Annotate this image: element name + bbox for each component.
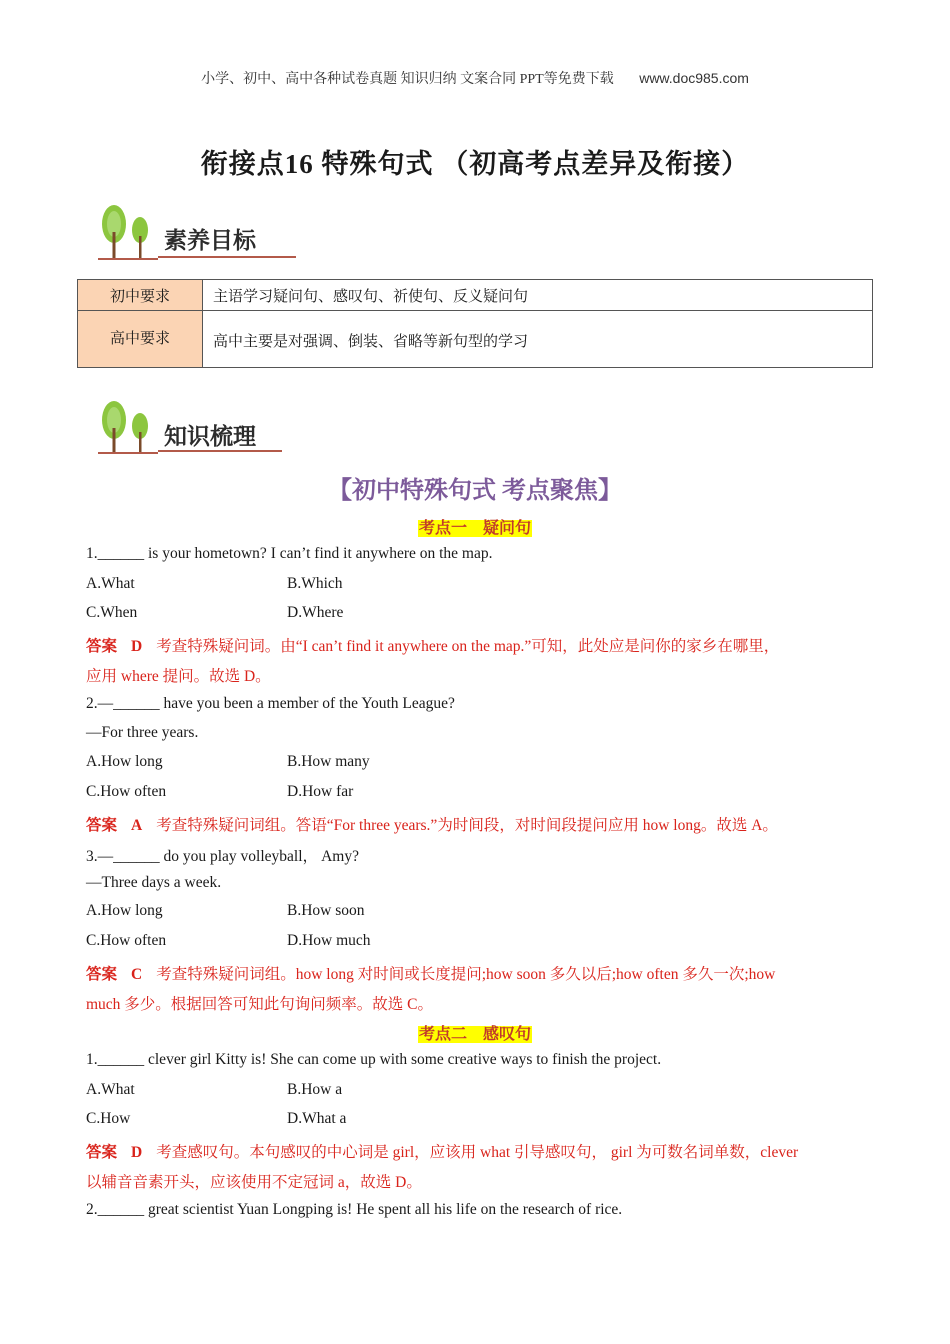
option-d: D.How much bbox=[287, 932, 371, 949]
answer-letter: D bbox=[131, 638, 143, 655]
option-a: A.How long bbox=[86, 902, 163, 919]
tree-icon bbox=[96, 202, 160, 264]
section-label-knowledge: 知识梳理 bbox=[164, 424, 256, 450]
header-site-link[interactable]: www.doc985.com bbox=[639, 70, 749, 86]
table-value-cell: 主语学习疑问句、感叹句、祈使句、反义疑问句 bbox=[203, 280, 873, 311]
question-stem: 1.______ clever girl Kitty is! She can come up with some creative ways to finish the project. bbox=[86, 1051, 662, 1068]
requirements-table bbox=[77, 279, 873, 368]
question-stem: 1.______ is your hometown? I can’t find it anywhere on the map. bbox=[86, 545, 493, 562]
answer-letter: D bbox=[131, 1144, 143, 1161]
option-c: C.When bbox=[86, 604, 138, 621]
section-underline bbox=[158, 256, 296, 258]
key-point-heading: 考点一 疑问句 bbox=[418, 520, 531, 537]
answer-explanation: much 多少。根据回答可知此句询问频率。故选 C。 bbox=[86, 996, 434, 1013]
question-reply: —Three days a week. bbox=[86, 874, 222, 891]
answer-explanation: 考查特殊疑问词。由“I can’t find it anywhere on the map.”可知，此处应是问你的家乡在哪里， bbox=[156, 638, 780, 655]
answer-line bbox=[86, 634, 779, 656]
section-heading-knowledge bbox=[96, 398, 306, 460]
answer-line bbox=[86, 1140, 798, 1162]
answer-explanation: 考查特殊疑问词组。答语“For three years.”为时间段，对时间段提问应用 how long。故选 A。 bbox=[156, 817, 778, 834]
table-key-cell: 高中要求 bbox=[78, 311, 203, 368]
answer-letter: A bbox=[131, 817, 143, 834]
option-d: D.What a bbox=[287, 1110, 347, 1127]
option-b: B.How many bbox=[287, 753, 370, 770]
answer-label: 答案 bbox=[86, 966, 118, 983]
question-reply: —For three years. bbox=[86, 724, 199, 741]
answer-label: 答案 bbox=[86, 1144, 118, 1161]
table-key-cell: 初中要求 bbox=[78, 280, 203, 311]
page-header bbox=[0, 68, 950, 88]
question-stem: 2.—______ have you been a member of the Youth League? bbox=[86, 695, 455, 712]
option-c: C.How often bbox=[86, 932, 167, 949]
key-point-heading: 考点二 感叹句 bbox=[418, 1026, 531, 1043]
option-a: A.What bbox=[86, 1081, 135, 1098]
answer-label: 答案 bbox=[86, 817, 118, 834]
section-heading-goals bbox=[96, 202, 306, 264]
option-d: D.How far bbox=[287, 783, 354, 800]
option-b: B.How a bbox=[287, 1081, 343, 1098]
option-b: B.Which bbox=[287, 575, 343, 592]
option-b: B.How soon bbox=[287, 902, 365, 919]
answer-letter: C bbox=[131, 966, 143, 983]
tree-icon bbox=[96, 398, 160, 460]
answer-label: 答案 bbox=[86, 638, 118, 655]
answer-line bbox=[86, 813, 778, 835]
answer-explanation: 以辅音音素开头，应该使用不定冠词 a，故选 D。 bbox=[86, 1174, 422, 1191]
header-text: 小学、初中、高中各种试卷真题 知识归纳 文案合同 PPT等免费下载 bbox=[201, 72, 614, 87]
answer-explanation: 应用 where 提问。故选 D。 bbox=[86, 668, 271, 685]
answer-line bbox=[86, 962, 775, 984]
section-underline bbox=[158, 450, 282, 452]
section-label-goals: 素养目标 bbox=[164, 228, 256, 254]
option-c: C.How often bbox=[86, 783, 167, 800]
option-d: D.Where bbox=[287, 604, 344, 621]
answer-explanation: 考查感叹句。本句感叹的中心词是 girl，应该用 what 引导感叹句， girl 为可数名词单数，clever bbox=[156, 1144, 799, 1161]
answer-explanation: 考查特殊疑问词组。how long 对时间或长度提问;how soon 多久以后;how often 多久一次;how bbox=[156, 966, 776, 983]
option-a: A.How long bbox=[86, 753, 163, 770]
subtitle: 【初中特殊句式 考点聚焦】 bbox=[328, 478, 622, 504]
option-a: A.What bbox=[86, 575, 135, 592]
table-row bbox=[78, 280, 873, 311]
question-stem: 2.______ great scientist Yuan Longping is! He spent all his life on the research of rice. bbox=[86, 1201, 623, 1218]
page-title: 衔接点16 特殊句式 （初高考点差异及衔接） bbox=[200, 149, 750, 179]
table-value-cell: 高中主要是对强调、倒装、省略等新句型的学习 bbox=[203, 311, 873, 368]
option-c: C.How bbox=[86, 1110, 131, 1127]
table-row bbox=[78, 311, 873, 368]
question-stem: 3.—______ do you play volleyball， Amy? bbox=[86, 848, 359, 865]
